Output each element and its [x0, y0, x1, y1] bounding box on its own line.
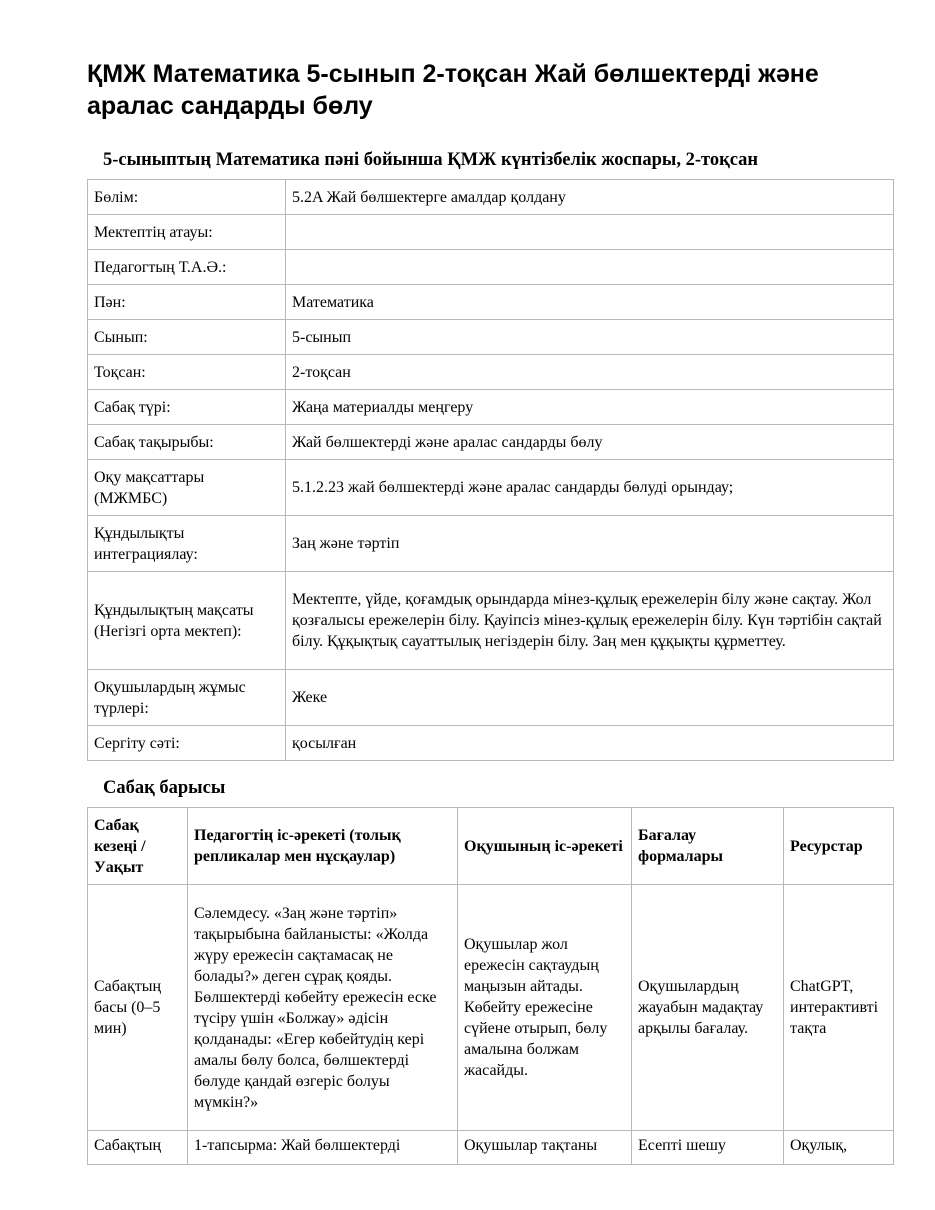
- resources-cell: Оқулық,: [784, 1131, 894, 1165]
- lesson-flow-heading: Сабақ барысы: [103, 778, 226, 798]
- lesson-info-table: [87, 179, 894, 761]
- info-value: Жай бөлшектерді және аралас сандарды бөлу: [286, 425, 894, 460]
- column-header-teacher: Педагогтің іс-әрекеті (толық репликалар мен нұсқаулар): [188, 808, 458, 885]
- info-label: Педагогтың Т.А.Ә.:: [88, 250, 286, 285]
- info-label: Мектептің атауы:: [88, 215, 286, 250]
- student-activity-cell: Оқушылар тақтаны: [458, 1131, 632, 1165]
- info-value: Заң және тәртіп: [286, 516, 894, 572]
- info-label: Сабақ түрі:: [88, 390, 286, 425]
- column-header-stage: Сабақ кезеңі / Уақыт: [88, 808, 188, 885]
- info-row-value-integration: [88, 516, 894, 572]
- lesson-flow-table: [87, 807, 894, 1165]
- info-value: 5-сынып: [286, 320, 894, 355]
- info-value: Математика: [286, 285, 894, 320]
- assessment-cell: Оқушылардың жауабын мадақтау арқылы бағалау.: [632, 885, 784, 1131]
- info-row-school: [88, 215, 894, 250]
- document-title: ҚМЖ Математика 5-сынып 2-тоқсан Жай бөлшектерді және аралас сандарды бөлу: [87, 60, 819, 120]
- info-row-section: [88, 180, 894, 215]
- info-value: 5.2A Жай бөлшектерге амалдар қолдану: [286, 180, 894, 215]
- info-row-subject: [88, 285, 894, 320]
- info-value: қосылған: [286, 726, 894, 761]
- info-label: Сабақ тақырыбы:: [88, 425, 286, 460]
- info-row-objectives: [88, 460, 894, 516]
- info-value: [286, 250, 894, 285]
- assessment-cell: Есепті шешу: [632, 1131, 784, 1165]
- teacher-activity-cell: Сәлемдесу. «Заң және тәртіп» тақырыбына байланысты: «Жолда жүру ережесін сақтамасақ не болады?» деген сұрақ қояды. Бөлшектерді көбейту ережесін еске түсіру үшін «Болжау» әдісін қолданады: «Егер көбейтудің кері амалы бөлу болса, бөлшектерді бөлуде қандай өзгеріс болуы мүмкін?»: [188, 885, 458, 1131]
- teacher-activity-cell: 1-тапсырма: Жай бөлшектерді: [188, 1131, 458, 1165]
- info-label: Құндылықты интеграциялау:: [88, 516, 286, 572]
- resources-cell: ChatGPT, интерактивті тақта: [784, 885, 894, 1131]
- stage-cell: Сабақтың: [88, 1131, 188, 1165]
- info-row-quarter: [88, 355, 894, 390]
- info-label: Оқу мақсаттары (МЖМБС): [88, 460, 286, 516]
- info-row-grade: [88, 320, 894, 355]
- info-label: Оқушылардың жұмыс түрлері:: [88, 670, 286, 726]
- info-value: 2-тоқсан: [286, 355, 894, 390]
- column-header-resources: Ресурстар: [784, 808, 894, 885]
- info-label: Сынып:: [88, 320, 286, 355]
- student-activity-cell: Оқушылар жол ережесін сақтаудың маңызын айтады. Көбейту ережесіне сүйене отырып, бөлу амалына болжам жасайды.: [458, 885, 632, 1131]
- info-row-work-types: [88, 670, 894, 726]
- info-value: Жаңа материалды меңгеру: [286, 390, 894, 425]
- plan-subtitle: 5-сыныптың Математика пәні бойынша ҚМЖ күнтізбелік жоспары, 2-тоқсан: [103, 150, 759, 170]
- table-row: [88, 885, 894, 1131]
- info-value: 5.1.2.23 жай бөлшектерді және аралас сандарды бөлуді орындау;: [286, 460, 894, 516]
- column-header-assessment: Бағалау формалары: [632, 808, 784, 885]
- info-label: Пән:: [88, 285, 286, 320]
- info-row-lesson-type: [88, 390, 894, 425]
- info-row-warmup: [88, 726, 894, 761]
- info-label: Тоқсан:: [88, 355, 286, 390]
- info-label: Құндылықтың мақсаты (Негізгі орта мектеп):: [88, 572, 286, 670]
- info-label: Бөлім:: [88, 180, 286, 215]
- info-row-lesson-topic: [88, 425, 894, 460]
- info-value: [286, 215, 894, 250]
- info-row-teacher: [88, 250, 894, 285]
- info-label: Сергіту сәті:: [88, 726, 286, 761]
- info-value: Мектепте, үйде, қоғамдық орындарда мінез-құлық ережелерін білу және сақтау. Жол қозғалысы ережелерін білу. Қауіпсіз мінез-құлық ережелерін білу. Күн тәртібін сақтай білу. Құқықтық сауаттылық негіздерін білу. Заң мен құқықты құрметтеу.: [286, 572, 894, 670]
- stage-cell: Сабақтың басы (0–5 мин): [88, 885, 188, 1131]
- column-header-student: Оқушының іс-әрекеті: [458, 808, 632, 885]
- lesson-table-header-row: [88, 808, 894, 885]
- info-value: Жеке: [286, 670, 894, 726]
- info-row-value-goal: [88, 572, 894, 670]
- table-row: [88, 1131, 894, 1165]
